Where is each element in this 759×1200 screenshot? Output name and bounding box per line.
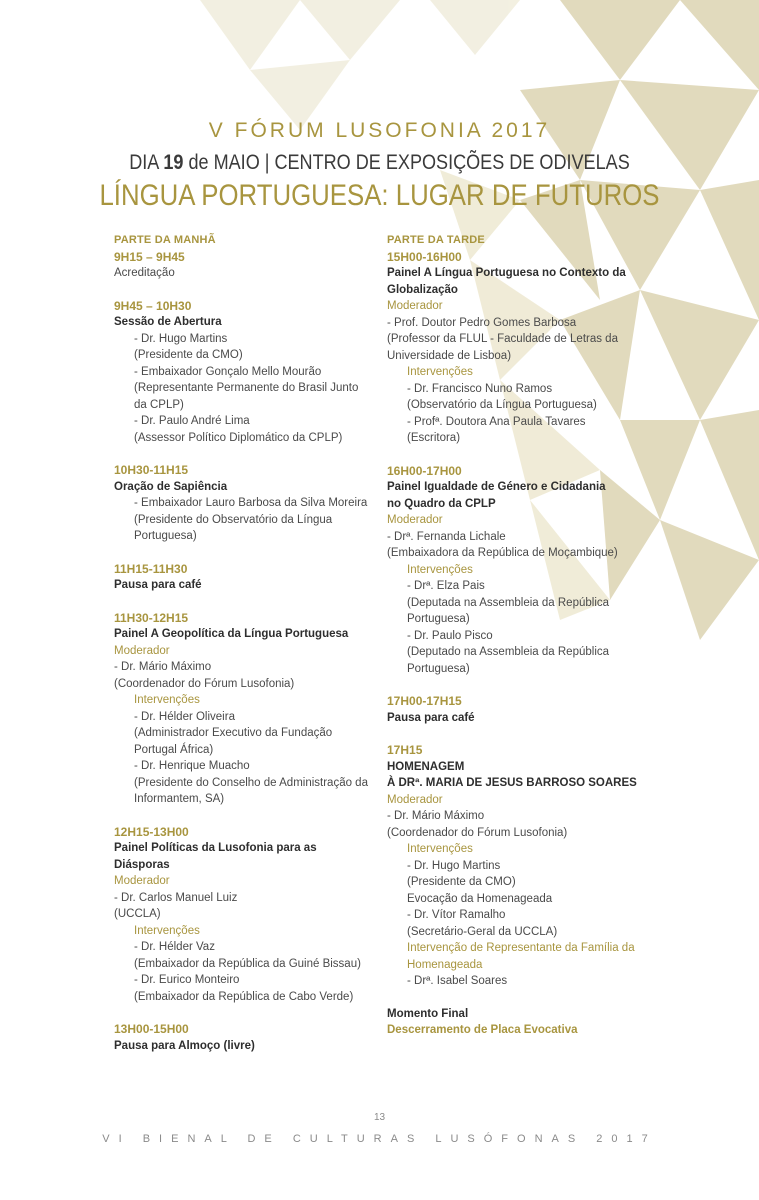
session-title: no Quadro da CPLP	[387, 497, 496, 510]
session-title: Painel A Língua Portuguesa no Contexto da	[387, 267, 626, 279]
time-slot: 12H15-13H00	[114, 824, 189, 839]
speaker-role: (Presidente da CMO)	[407, 876, 516, 888]
venue: | CENTRO DE EXPOSIÇÕES DE ODIVELAS	[259, 151, 630, 174]
date-day-number: 19	[163, 151, 184, 174]
moderator-label: Moderador	[387, 514, 443, 526]
speaker: - Dr. Henrique Muacho	[134, 760, 250, 772]
speaker: - Dr. Eurico Monteiro	[134, 974, 240, 986]
moderator: - Drª. Fernanda Lichale	[387, 530, 506, 543]
speaker-role: (Assessor Político Diplomático da CPLP)	[134, 431, 343, 444]
moderator-role: (Coordenador do Fórum Lusofonia)	[114, 677, 295, 690]
speaker-role: (Observatório da Língua Portuguesa)	[407, 399, 597, 411]
session-subtitle: Descerramento de Placa Evocativa	[387, 1024, 578, 1036]
speaker-role: (Deputada na Assembleia da República	[407, 596, 610, 609]
moderator: - Dr. Mário Máximo	[114, 661, 212, 673]
date-venue-line	[53, 150, 706, 176]
session-item: Acreditação	[114, 267, 175, 279]
speaker: - Dr. Hugo Martins	[407, 859, 501, 872]
session-title: Sessão de Abertura	[114, 316, 222, 328]
section-label-afternoon: PARTE DA TARDE	[387, 234, 485, 246]
date-month: MAIO	[213, 151, 260, 174]
afternoon-column	[387, 232, 647, 1055]
schedule-block	[387, 742, 647, 990]
schedule-block	[387, 1006, 647, 1039]
footer-text: VI BIENAL DE CULTURAS LUSÓFONAS 2017	[102, 1133, 657, 1145]
time-slot: 10H30-11H15	[114, 463, 189, 477]
speaker: - Dr. Hugo Martins	[134, 332, 228, 345]
speaker-role: (Presidente da CMO)	[134, 349, 243, 361]
session-title: Momento Final	[387, 1007, 469, 1020]
speaker-role: Portugal África)	[134, 743, 214, 756]
speaker-role: (Administrador Executivo da Fundação	[134, 727, 333, 739]
time-slot: 17H15	[387, 743, 423, 757]
morning-column	[114, 232, 374, 1070]
session-title: Diásporas	[114, 858, 170, 871]
time-slot: 17H00-17H15	[387, 694, 462, 708]
schedule-block	[114, 610, 374, 808]
moderator: - Dr. Mário Máximo	[387, 810, 485, 822]
speaker-role: (Secretário-Geral da UCCLA)	[407, 925, 558, 938]
schedule-block	[114, 561, 374, 594]
program-item: Evocação da Homenageada	[407, 892, 553, 905]
session-title: Pausa para Almoço (livre)	[114, 1039, 255, 1052]
session-title: Oração de Sapiência	[114, 480, 228, 493]
time-slot: 11H15-11H30	[114, 561, 188, 576]
interventions-label: Intervenções	[134, 924, 200, 937]
session-title: Painel Políticas da Lusofonia para as	[114, 842, 317, 854]
speaker-role: Informantem, SA)	[134, 793, 225, 805]
schedule-block	[387, 249, 647, 447]
speaker: - Embaixador Gonçalo Mello Mourão	[134, 365, 322, 378]
moderator-role: (UCCLA)	[114, 908, 161, 920]
moderator: - Prof. Doutor Pedro Gomes Barbosa	[387, 316, 577, 329]
session-title: Painel Igualdade de Género e Cidadania	[387, 481, 606, 493]
time-slot: 15H00-16H00	[387, 249, 462, 264]
forum-title: V FÓRUM LUSOFONIA 2017	[208, 119, 551, 142]
program-item-highlight: Intervenção de Representante da Família da	[407, 942, 635, 954]
speaker-role: (Representante Permanente do Brasil Junto	[134, 382, 359, 394]
date-day-prefix: DIA	[129, 151, 164, 174]
speaker-role: (Deputado na Assembleia da República	[407, 646, 610, 658]
session-title: Painel A Geopolítica da Língua Portuguesa	[114, 628, 349, 640]
time-slot: 11H30-12H15	[114, 610, 189, 625]
speaker: - Dr. Hélder Oliveira	[134, 710, 235, 723]
speaker-role: (Escritora)	[407, 432, 461, 444]
speaker: - Dr. Paulo Pisco	[407, 629, 493, 642]
speaker: - Embaixador Lauro Barbosa da Silva Moreira	[134, 497, 368, 509]
moderator-label: Moderador	[387, 793, 443, 806]
session-title: HOMENAGEM	[387, 760, 465, 773]
page-number: 13	[373, 1112, 386, 1123]
moderator-role: (Coordenador do Fórum Lusofonia)	[387, 826, 568, 839]
schedule-block	[114, 824, 374, 1006]
schedule-block	[114, 462, 374, 545]
moderator-role: Universidade de Lisboa)	[387, 349, 512, 362]
speaker: - Dr. Hélder Vaz	[134, 941, 215, 953]
schedule-block	[387, 693, 647, 726]
session-title: À DRª. MARIA DE JESUS BARROSO SOARES	[387, 777, 637, 789]
moderator: - Dr. Carlos Manuel Luiz	[114, 891, 238, 904]
interventions-label: Intervenções	[407, 843, 473, 855]
speaker: - Drª. Elza Pais	[407, 580, 485, 592]
interventions-label: Intervenções	[407, 563, 473, 576]
forum-subtitle: LÍNGUA PORTUGUESA: LUGAR DE FUTUROS	[99, 179, 660, 212]
speaker-role: Portuguesa)	[407, 662, 470, 675]
schedule-block	[114, 249, 374, 282]
moderator-role: (Professor da FLUL - Faculdade de Letras da	[387, 333, 618, 345]
session-title: Globalização	[387, 283, 458, 296]
moderator-label: Moderador	[114, 644, 170, 657]
time-slot: 9H45 – 10H30	[114, 298, 192, 313]
header	[0, 118, 759, 214]
speaker: - Dr. Francisco Nuno Ramos	[407, 382, 553, 395]
speaker-role: Portuguesa)	[407, 613, 470, 625]
time-slot: 9H15 – 9H45	[114, 249, 185, 264]
speaker-role: (Embaixador da República de Cabo Verde)	[134, 990, 354, 1003]
speaker-role: Portuguesa)	[134, 530, 197, 542]
schedule-block	[387, 463, 647, 678]
schedule-block	[114, 298, 374, 447]
speaker-role: da CPLP)	[134, 398, 184, 411]
time-slot: 13H00-15H00	[114, 1022, 189, 1036]
program-item-highlight: Homenageada	[407, 958, 483, 971]
interventions-label: Intervenções	[407, 366, 473, 378]
session-title: Pausa para café	[114, 579, 202, 591]
schedule-block	[114, 1021, 374, 1054]
speaker: - Profª. Doutora Ana Paula Tavares	[407, 415, 586, 428]
date-mid: de	[183, 151, 214, 174]
moderator-label: Moderador	[387, 300, 443, 312]
speaker: - Drª. Isabel Soares	[407, 975, 508, 987]
section-label-morning: PARTE DA MANHÃ	[114, 234, 216, 246]
time-slot: 16H00-17H00	[387, 463, 462, 478]
speaker: - Dr. Vítor Ramalho	[407, 909, 506, 921]
moderator-label: Moderador	[114, 875, 170, 887]
session-title: Pausa para café	[387, 711, 475, 724]
speaker: - Dr. Paulo André Lima	[134, 415, 250, 427]
moderator-role: (Embaixadora da República de Moçambique)	[387, 547, 618, 559]
speaker-role: (Presidente do Observatório da Língua	[134, 513, 333, 526]
speaker-role: (Presidente do Conselho de Administração da	[134, 776, 368, 789]
speaker-role: (Embaixador da República da Guiné Bissau)	[134, 957, 361, 970]
interventions-label: Intervenções	[134, 694, 200, 706]
